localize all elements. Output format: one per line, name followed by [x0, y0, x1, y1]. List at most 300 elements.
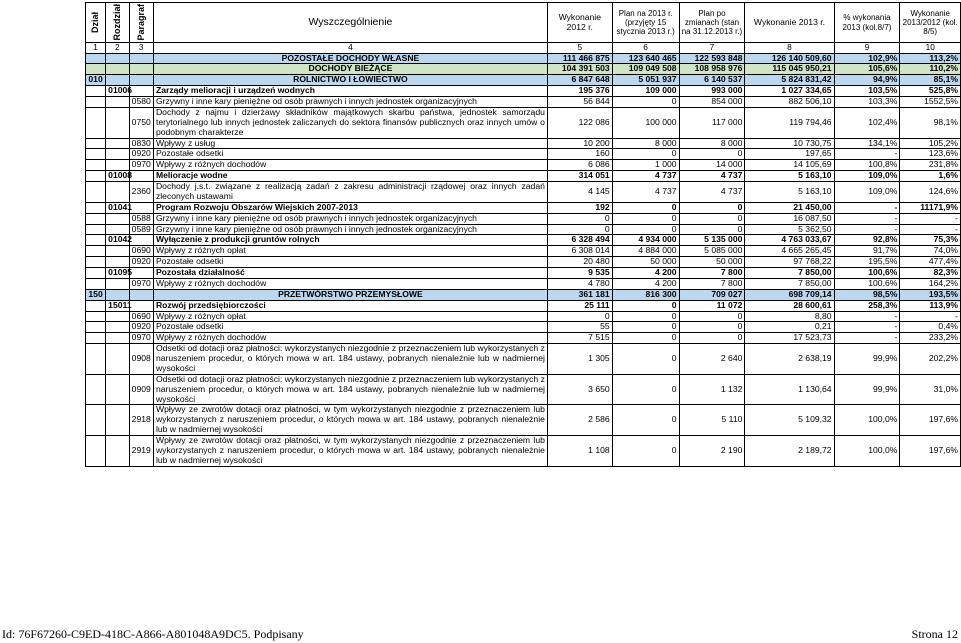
wykonanie-ratio-cell: 231,8%	[900, 160, 961, 171]
paragraf-cell	[129, 171, 153, 182]
paragraf-cell	[129, 268, 153, 279]
budget-table	[85, 2, 961, 467]
plan-cell: 0	[612, 333, 679, 344]
plan-cell: 0	[612, 202, 679, 213]
pct-wykonania-cell: -	[834, 322, 900, 333]
paragraf-cell: 0920	[129, 149, 153, 160]
dzial-cell	[86, 278, 106, 289]
plan-cell: 4 884 000	[612, 246, 679, 257]
rozdzial-cell	[106, 138, 129, 149]
plan-po-zmianach-cell: 0	[679, 149, 745, 160]
plan-po-zmianach-cell: 709 027	[679, 289, 745, 300]
pct-wykonania-cell: 99,9%	[834, 374, 900, 405]
pct-wykonania-cell: 103,5%	[834, 86, 900, 97]
wykonanie-2012-cell: 6 328 494	[547, 235, 612, 246]
wykonanie-ratio-cell: 113,2%	[900, 53, 961, 64]
plan-po-zmianach-cell: 993 000	[679, 86, 745, 97]
plan-cell: 0	[612, 97, 679, 108]
plan-cell: 100 000	[612, 107, 679, 138]
plan-po-zmianach-cell: 854 000	[679, 97, 745, 108]
rozdzial-cell	[106, 374, 129, 405]
table-body	[86, 53, 961, 466]
paragraf-cell: 0830	[129, 138, 153, 149]
wykonanie-2012-cell: 55	[547, 322, 612, 333]
wykonanie-2012-cell: 104 391 503	[547, 64, 612, 75]
wykonanie-2013-cell: 126 140 509,60	[745, 53, 834, 64]
column-number: 6	[612, 43, 679, 54]
wykonanie-2013-cell: 5 824 831,42	[745, 75, 834, 86]
column-number: 1	[86, 43, 106, 54]
wykonanie-2013-cell: 17 523,73	[745, 333, 834, 344]
description-cell: Pozostałe odsetki	[153, 257, 547, 268]
wykonanie-2013-cell: 5 163,10	[745, 182, 834, 203]
dzial-cell	[86, 107, 106, 138]
table-row	[86, 107, 961, 138]
wykonanie-2013-cell: 5 163,10	[745, 171, 834, 182]
table-row	[86, 436, 961, 467]
rozdzial-cell	[106, 278, 129, 289]
table-row	[86, 171, 961, 182]
plan-po-zmianach-cell: 0	[679, 224, 745, 235]
pct-wykonania-cell: -	[834, 224, 900, 235]
wykonanie-ratio-cell: 164,2%	[900, 278, 961, 289]
wykonanie-ratio-cell: -	[900, 224, 961, 235]
dzial-cell	[86, 97, 106, 108]
plan-po-zmianach-cell: 0	[679, 311, 745, 322]
dzial-cell	[86, 202, 106, 213]
wykonanie-2012-cell: 3 650	[547, 374, 612, 405]
paragraf-cell: 0690	[129, 246, 153, 257]
pct-wykonania-cell: 100,0%	[834, 405, 900, 436]
pct-wykonania-cell: 195,5%	[834, 257, 900, 268]
pct-wykonania-cell: 100,6%	[834, 278, 900, 289]
plan-po-zmianach-cell: 4 737	[679, 171, 745, 182]
wykonanie-2012-cell: 4 780	[547, 278, 612, 289]
wykonanie-ratio-cell: 85,1%	[900, 75, 961, 86]
paragraf-cell: 0909	[129, 374, 153, 405]
wykonanie-2012-cell: 20 480	[547, 257, 612, 268]
description-cell: Melioracje wodne	[153, 171, 547, 182]
plan-cell: 109 049 508	[612, 64, 679, 75]
dzial-cell	[86, 311, 106, 322]
pct-wykonania-cell: 100,6%	[834, 268, 900, 279]
plan-cell: 4 200	[612, 278, 679, 289]
plan-cell: 4 934 000	[612, 235, 679, 246]
description-cell: Wpływy z usług	[153, 138, 547, 149]
paragraf-cell: 2919	[129, 436, 153, 467]
plan-cell: 0	[612, 374, 679, 405]
wykonanie-2012-cell: 4 145	[547, 182, 612, 203]
pct-wykonania-cell: 91,7%	[834, 246, 900, 257]
paragraf-cell: 0589	[129, 224, 153, 235]
table-row	[86, 300, 961, 311]
table-row	[86, 322, 961, 333]
header-paragraf: Paragraf	[129, 3, 153, 43]
rozdzial-cell	[106, 405, 129, 436]
column-number: 2	[106, 43, 129, 54]
wykonanie-ratio-cell: 197,6%	[900, 436, 961, 467]
description-cell: Wpływy z różnych opłat	[153, 246, 547, 257]
dzial-cell	[86, 257, 106, 268]
rozdzial-cell	[106, 257, 129, 268]
description-cell: Dochody z najmu i dzierżawy składników majątkowych skarbu państwa, jednostek samorządu terytorialnego lub innych jednostek zaliczanych do sektora finansów publicznych oraz innych umów o podobnym charakterze	[153, 107, 547, 138]
plan-cell: 1 000	[612, 160, 679, 171]
table-row	[86, 224, 961, 235]
plan-po-zmianach-cell: 0	[679, 202, 745, 213]
column-number: 9	[834, 43, 900, 54]
wykonanie-2013-cell: 698 709,14	[745, 289, 834, 300]
rozdzial-cell	[106, 246, 129, 257]
wykonanie-2012-cell: 122 086	[547, 107, 612, 138]
wykonanie-2013-cell: 119 794,46	[745, 107, 834, 138]
table-row	[86, 405, 961, 436]
wykonanie-2013-cell: 0,21	[745, 322, 834, 333]
dzial-cell: 150	[86, 289, 106, 300]
header-wykonanie-ratio: Wykonanie 2013/2012 (kol. 8/5)	[900, 3, 961, 43]
paragraf-cell	[129, 289, 153, 300]
column-number: 8	[745, 43, 834, 54]
rozdzial-cell	[106, 333, 129, 344]
rozdzial-cell	[106, 182, 129, 203]
paragraf-cell	[129, 64, 153, 75]
wykonanie-2013-cell: 197,65	[745, 149, 834, 160]
wykonanie-2012-cell: 7 515	[547, 333, 612, 344]
rozdzial-cell	[106, 53, 129, 64]
wykonanie-2013-cell: 4 763 033,67	[745, 235, 834, 246]
plan-cell: 0	[612, 213, 679, 224]
table-row	[86, 257, 961, 268]
paragraf-cell: 0970	[129, 333, 153, 344]
column-number: 7	[679, 43, 745, 54]
dzial-cell: 010	[86, 75, 106, 86]
description-cell: Wpływy ze zwrotów dotacji oraz płatności, w tym wykorzystanych niezgodnie z przeznaczeniem lub wykorzystanych z naruszeniem procedur, o których mowa w art. 184 ustawy, pobranych nienależnie lub w nadmiernej wysokości	[153, 405, 547, 436]
wykonanie-ratio-cell: 75,3%	[900, 235, 961, 246]
plan-cell: 0	[612, 322, 679, 333]
plan-po-zmianach-cell: 122 593 848	[679, 53, 745, 64]
pct-wykonania-cell: 100,8%	[834, 160, 900, 171]
table-row	[86, 289, 961, 300]
table-row	[86, 213, 961, 224]
description-cell: Wpływy z różnych dochodów	[153, 333, 547, 344]
header-plan: Plan na 2013 r. (przyjęty 15 stycznia 2013 r.)	[612, 3, 679, 43]
dzial-cell	[86, 53, 106, 64]
header-plan-po-zmianach: Plan po zmianach (stan na 31.12.2013 r.)	[679, 3, 745, 43]
wykonanie-2012-cell: 25 111	[547, 300, 612, 311]
plan-cell: 0	[612, 405, 679, 436]
dzial-cell	[86, 171, 106, 182]
wykonanie-ratio-cell: 123,6%	[900, 149, 961, 160]
plan-po-zmianach-cell: 8 000	[679, 138, 745, 149]
wykonanie-ratio-cell: -	[900, 311, 961, 322]
paragraf-cell	[129, 86, 153, 97]
plan-po-zmianach-cell: 5 085 000	[679, 246, 745, 257]
wykonanie-ratio-cell: 477,4%	[900, 257, 961, 268]
wykonanie-2012-cell: 10 200	[547, 138, 612, 149]
description-cell: Wpływy z różnych opłat	[153, 311, 547, 322]
description-cell: Pozostałe odsetki	[153, 322, 547, 333]
dzial-cell	[86, 86, 106, 97]
paragraf-cell: 0920	[129, 257, 153, 268]
plan-po-zmianach-cell: 2 640	[679, 344, 745, 375]
plan-cell: 8 000	[612, 138, 679, 149]
pct-wykonania-cell: 109,0%	[834, 171, 900, 182]
wykonanie-2013-cell: 1 130,64	[745, 374, 834, 405]
plan-cell: 816 300	[612, 289, 679, 300]
table-row	[86, 202, 961, 213]
plan-cell: 0	[612, 224, 679, 235]
wykonanie-2012-cell: 195 376	[547, 86, 612, 97]
wykonanie-ratio-cell: 202,2%	[900, 344, 961, 375]
plan-po-zmianach-cell: 50 000	[679, 257, 745, 268]
wykonanie-ratio-cell: 110,2%	[900, 64, 961, 75]
plan-cell: 0	[612, 300, 679, 311]
wykonanie-2013-cell: 10 730,75	[745, 138, 834, 149]
wykonanie-2013-cell: 28 600,61	[745, 300, 834, 311]
rozdzial-cell: 01042	[106, 235, 129, 246]
header-row	[86, 3, 961, 43]
wykonanie-2012-cell: 192	[547, 202, 612, 213]
description-cell: Odsetki od dotacji oraz płatności: wykorzystanych niezgodnie z przeznaczeniem lub wykorzystanych z naruszeniem procedur, o których mowa w art. 184 ustawy, pobranych nienależnie lub w nadmiernej wysokości	[153, 344, 547, 375]
paragraf-cell: 0908	[129, 344, 153, 375]
paragraf-cell	[129, 202, 153, 213]
wykonanie-2013-cell: 1 027 334,65	[745, 86, 834, 97]
wykonanie-2013-cell: 7 850,00	[745, 268, 834, 279]
rozdzial-cell: 15011	[106, 300, 129, 311]
wykonanie-ratio-cell: 105,2%	[900, 138, 961, 149]
wykonanie-2013-cell: 97 768,22	[745, 257, 834, 268]
wykonanie-2012-cell: 6 086	[547, 160, 612, 171]
pct-wykonania-cell: 99,9%	[834, 344, 900, 375]
pct-wykonania-cell: 102,4%	[834, 107, 900, 138]
plan-po-zmianach-cell: 0	[679, 333, 745, 344]
dzial-cell	[86, 436, 106, 467]
pct-wykonania-cell: -	[834, 311, 900, 322]
paragraf-cell: 0580	[129, 97, 153, 108]
column-number: 3	[129, 43, 153, 54]
description-cell: Wpływy ze zwrotów dotacji oraz płatności, w tym wykorzystanych niezgodnie z przeznaczeniem lub wykorzystanych z naruszeniem procedur, o których mowa w art. 184 ustawy, pobranych nienależnie lub w nadmiernej wysokości	[153, 436, 547, 467]
plan-cell: 5 051 937	[612, 75, 679, 86]
rozdzial-cell: 01041	[106, 202, 129, 213]
header-wyszczegolnienie: Wyszczególnienie	[153, 3, 547, 43]
plan-cell: 0	[612, 344, 679, 375]
plan-cell: 50 000	[612, 257, 679, 268]
table-row	[86, 160, 961, 171]
wykonanie-ratio-cell: 31,0%	[900, 374, 961, 405]
dzial-cell	[86, 333, 106, 344]
table-row	[86, 246, 961, 257]
wykonanie-2012-cell: 0	[547, 224, 612, 235]
dzial-cell	[86, 149, 106, 160]
pct-wykonania-cell: -	[834, 202, 900, 213]
wykonanie-2013-cell: 4 665 265,45	[745, 246, 834, 257]
description-cell: PRZETWÓRSTWO PRZEMYSŁOWE	[153, 289, 547, 300]
description-cell: Grzywny i inne kary pieniężne od osób prawnych i innych jednostek organizacyjnych	[153, 97, 547, 108]
table-row	[86, 138, 961, 149]
table-row	[86, 311, 961, 322]
pct-wykonania-cell: 103,3%	[834, 97, 900, 108]
header-wykonanie-2012: Wykonanie 2012 r.	[547, 3, 612, 43]
plan-cell: 4 200	[612, 268, 679, 279]
dzial-cell	[86, 235, 106, 246]
plan-po-zmianach-cell: 5 135 000	[679, 235, 745, 246]
plan-po-zmianach-cell: 14 000	[679, 160, 745, 171]
rozdzial-cell	[106, 107, 129, 138]
dzial-cell	[86, 268, 106, 279]
wykonanie-2013-cell: 2 638,19	[745, 344, 834, 375]
rozdzial-cell	[106, 224, 129, 235]
document-id-footer: Id: 76F67260-C9ED-418C-A866-A801048A9DC5. Podpisany	[2, 627, 304, 641]
dzial-cell	[86, 300, 106, 311]
paragraf-cell: 0750	[129, 107, 153, 138]
wykonanie-2012-cell: 111 466 875	[547, 53, 612, 64]
rozdzial-cell	[106, 75, 129, 86]
wykonanie-ratio-cell: 0,4%	[900, 322, 961, 333]
wykonanie-2012-cell: 9 535	[547, 268, 612, 279]
table-row	[86, 149, 961, 160]
paragraf-cell	[129, 53, 153, 64]
dzial-cell	[86, 322, 106, 333]
plan-po-zmianach-cell: 108 958 976	[679, 64, 745, 75]
rozdzial-cell	[106, 311, 129, 322]
dzial-cell	[86, 138, 106, 149]
pct-wykonania-cell: -	[834, 213, 900, 224]
plan-po-zmianach-cell: 4 737	[679, 182, 745, 203]
wykonanie-ratio-cell: 525,8%	[900, 86, 961, 97]
plan-cell: 4 737	[612, 182, 679, 203]
table-row	[86, 64, 961, 75]
pct-wykonania-cell: -	[834, 333, 900, 344]
plan-cell: 0	[612, 311, 679, 322]
plan-po-zmianach-cell: 0	[679, 322, 745, 333]
wykonanie-ratio-cell: 98,1%	[900, 107, 961, 138]
dzial-cell	[86, 160, 106, 171]
table-row	[86, 268, 961, 279]
wykonanie-2013-cell: 2 189,72	[745, 436, 834, 467]
rozdzial-cell	[106, 289, 129, 300]
plan-po-zmianach-cell: 0	[679, 213, 745, 224]
wykonanie-2013-cell: 16 087,50	[745, 213, 834, 224]
description-cell: Grzywny i inne kary pieniężne od osób prawnych i innych jednostek organizacyjnych	[153, 224, 547, 235]
description-cell: DOCHODY BIEŻĄCE	[153, 64, 547, 75]
pct-wykonania-cell: 102,9%	[834, 53, 900, 64]
description-cell: Odsetki od dotacji oraz płatności: wykorzystanych niezgodnie z przeznaczeniem lub wykorzystanych z naruszeniem procedur, o których mowa w art. 184 ustawy, pobranych nienależnie lub w nadmiernej wysokości	[153, 374, 547, 405]
wykonanie-2012-cell: 6 308 014	[547, 246, 612, 257]
wykonanie-2012-cell: 56 844	[547, 97, 612, 108]
wykonanie-ratio-cell: 124,6%	[900, 182, 961, 203]
plan-po-zmianach-cell: 6 140 537	[679, 75, 745, 86]
wykonanie-ratio-cell: 82,3%	[900, 268, 961, 279]
table-row	[86, 97, 961, 108]
wykonanie-ratio-cell: 113,9%	[900, 300, 961, 311]
dzial-cell	[86, 224, 106, 235]
dzial-cell	[86, 213, 106, 224]
plan-cell: 109 000	[612, 86, 679, 97]
description-cell: Pozostałe odsetki	[153, 149, 547, 160]
table-row	[86, 333, 961, 344]
table-row	[86, 53, 961, 64]
description-cell: Wpływy z różnych dochodów	[153, 278, 547, 289]
rozdzial-cell	[106, 213, 129, 224]
paragraf-cell: 0970	[129, 278, 153, 289]
wykonanie-ratio-cell: 1,6%	[900, 171, 961, 182]
rozdzial-cell: 01006	[106, 86, 129, 97]
rozdzial-cell	[106, 322, 129, 333]
wykonanie-2012-cell: 6 847 648	[547, 75, 612, 86]
pct-wykonania-cell: 105,6%	[834, 64, 900, 75]
wykonanie-ratio-cell: 11171,9%	[900, 202, 961, 213]
plan-po-zmianach-cell: 1 132	[679, 374, 745, 405]
pct-wykonania-cell: -	[834, 149, 900, 160]
wykonanie-2013-cell: 7 850,00	[745, 278, 834, 289]
plan-po-zmianach-cell: 2 190	[679, 436, 745, 467]
paragraf-cell	[129, 235, 153, 246]
header-dzial: Dział	[86, 3, 106, 43]
pct-wykonania-cell: 98,5%	[834, 289, 900, 300]
column-number-row	[86, 43, 961, 54]
wykonanie-2013-cell: 5 362,50	[745, 224, 834, 235]
paragraf-cell	[129, 300, 153, 311]
wykonanie-2013-cell: 14 105,69	[745, 160, 834, 171]
description-cell: POZOSTAŁE DOCHODY WŁASNE	[153, 53, 547, 64]
rozdzial-cell	[106, 344, 129, 375]
wykonanie-2013-cell: 21 450,00	[745, 202, 834, 213]
dzial-cell	[86, 246, 106, 257]
plan-po-zmianach-cell: 7 800	[679, 268, 745, 279]
column-number: 5	[547, 43, 612, 54]
rozdzial-cell	[106, 160, 129, 171]
description-cell: Rozwój przedsiębiorczości	[153, 300, 547, 311]
plan-po-zmianach-cell: 7 800	[679, 278, 745, 289]
dzial-cell	[86, 182, 106, 203]
wykonanie-2012-cell: 160	[547, 149, 612, 160]
table-row	[86, 278, 961, 289]
paragraf-cell: 2360	[129, 182, 153, 203]
column-number: 4	[153, 43, 547, 54]
table-row	[86, 75, 961, 86]
dzial-cell	[86, 64, 106, 75]
wykonanie-2012-cell: 1 305	[547, 344, 612, 375]
pct-wykonania-cell: 258,3%	[834, 300, 900, 311]
header-wykonanie-2013: Wykonanie 2013 r.	[745, 3, 834, 43]
pct-wykonania-cell: 109,0%	[834, 182, 900, 203]
pct-wykonania-cell: 134,1%	[834, 138, 900, 149]
rozdzial-cell	[106, 436, 129, 467]
header-pct-wykonania: % wykonania 2013 (kol.8/7)	[834, 3, 900, 43]
description-cell: Wyłączenie z produkcji gruntów rolnych	[153, 235, 547, 246]
wykonanie-ratio-cell: -	[900, 213, 961, 224]
description-cell: Wpływy z różnych dochodów	[153, 160, 547, 171]
paragraf-cell: 0970	[129, 160, 153, 171]
wykonanie-ratio-cell: 193,5%	[900, 289, 961, 300]
plan-po-zmianach-cell: 117 000	[679, 107, 745, 138]
column-number: 10	[900, 43, 961, 54]
paragraf-cell: 2918	[129, 405, 153, 436]
paragraf-cell: 0690	[129, 311, 153, 322]
wykonanie-ratio-cell: 197,6%	[900, 405, 961, 436]
rozdzial-cell: 01008	[106, 171, 129, 182]
wykonanie-2013-cell: 8,80	[745, 311, 834, 322]
pct-wykonania-cell: 92,8%	[834, 235, 900, 246]
plan-po-zmianach-cell: 11 072	[679, 300, 745, 311]
wykonanie-2012-cell: 361 181	[547, 289, 612, 300]
wykonanie-2012-cell: 0	[547, 213, 612, 224]
plan-cell: 123 640 465	[612, 53, 679, 64]
header-rozdzial: Rozdział	[106, 3, 129, 43]
description-cell: Grzywny i inne kary pieniężne od osób prawnych i innych jednostek organizacyjnych	[153, 213, 547, 224]
dzial-cell	[86, 374, 106, 405]
paragraf-cell: 0920	[129, 322, 153, 333]
wykonanie-ratio-cell: 74,0%	[900, 246, 961, 257]
